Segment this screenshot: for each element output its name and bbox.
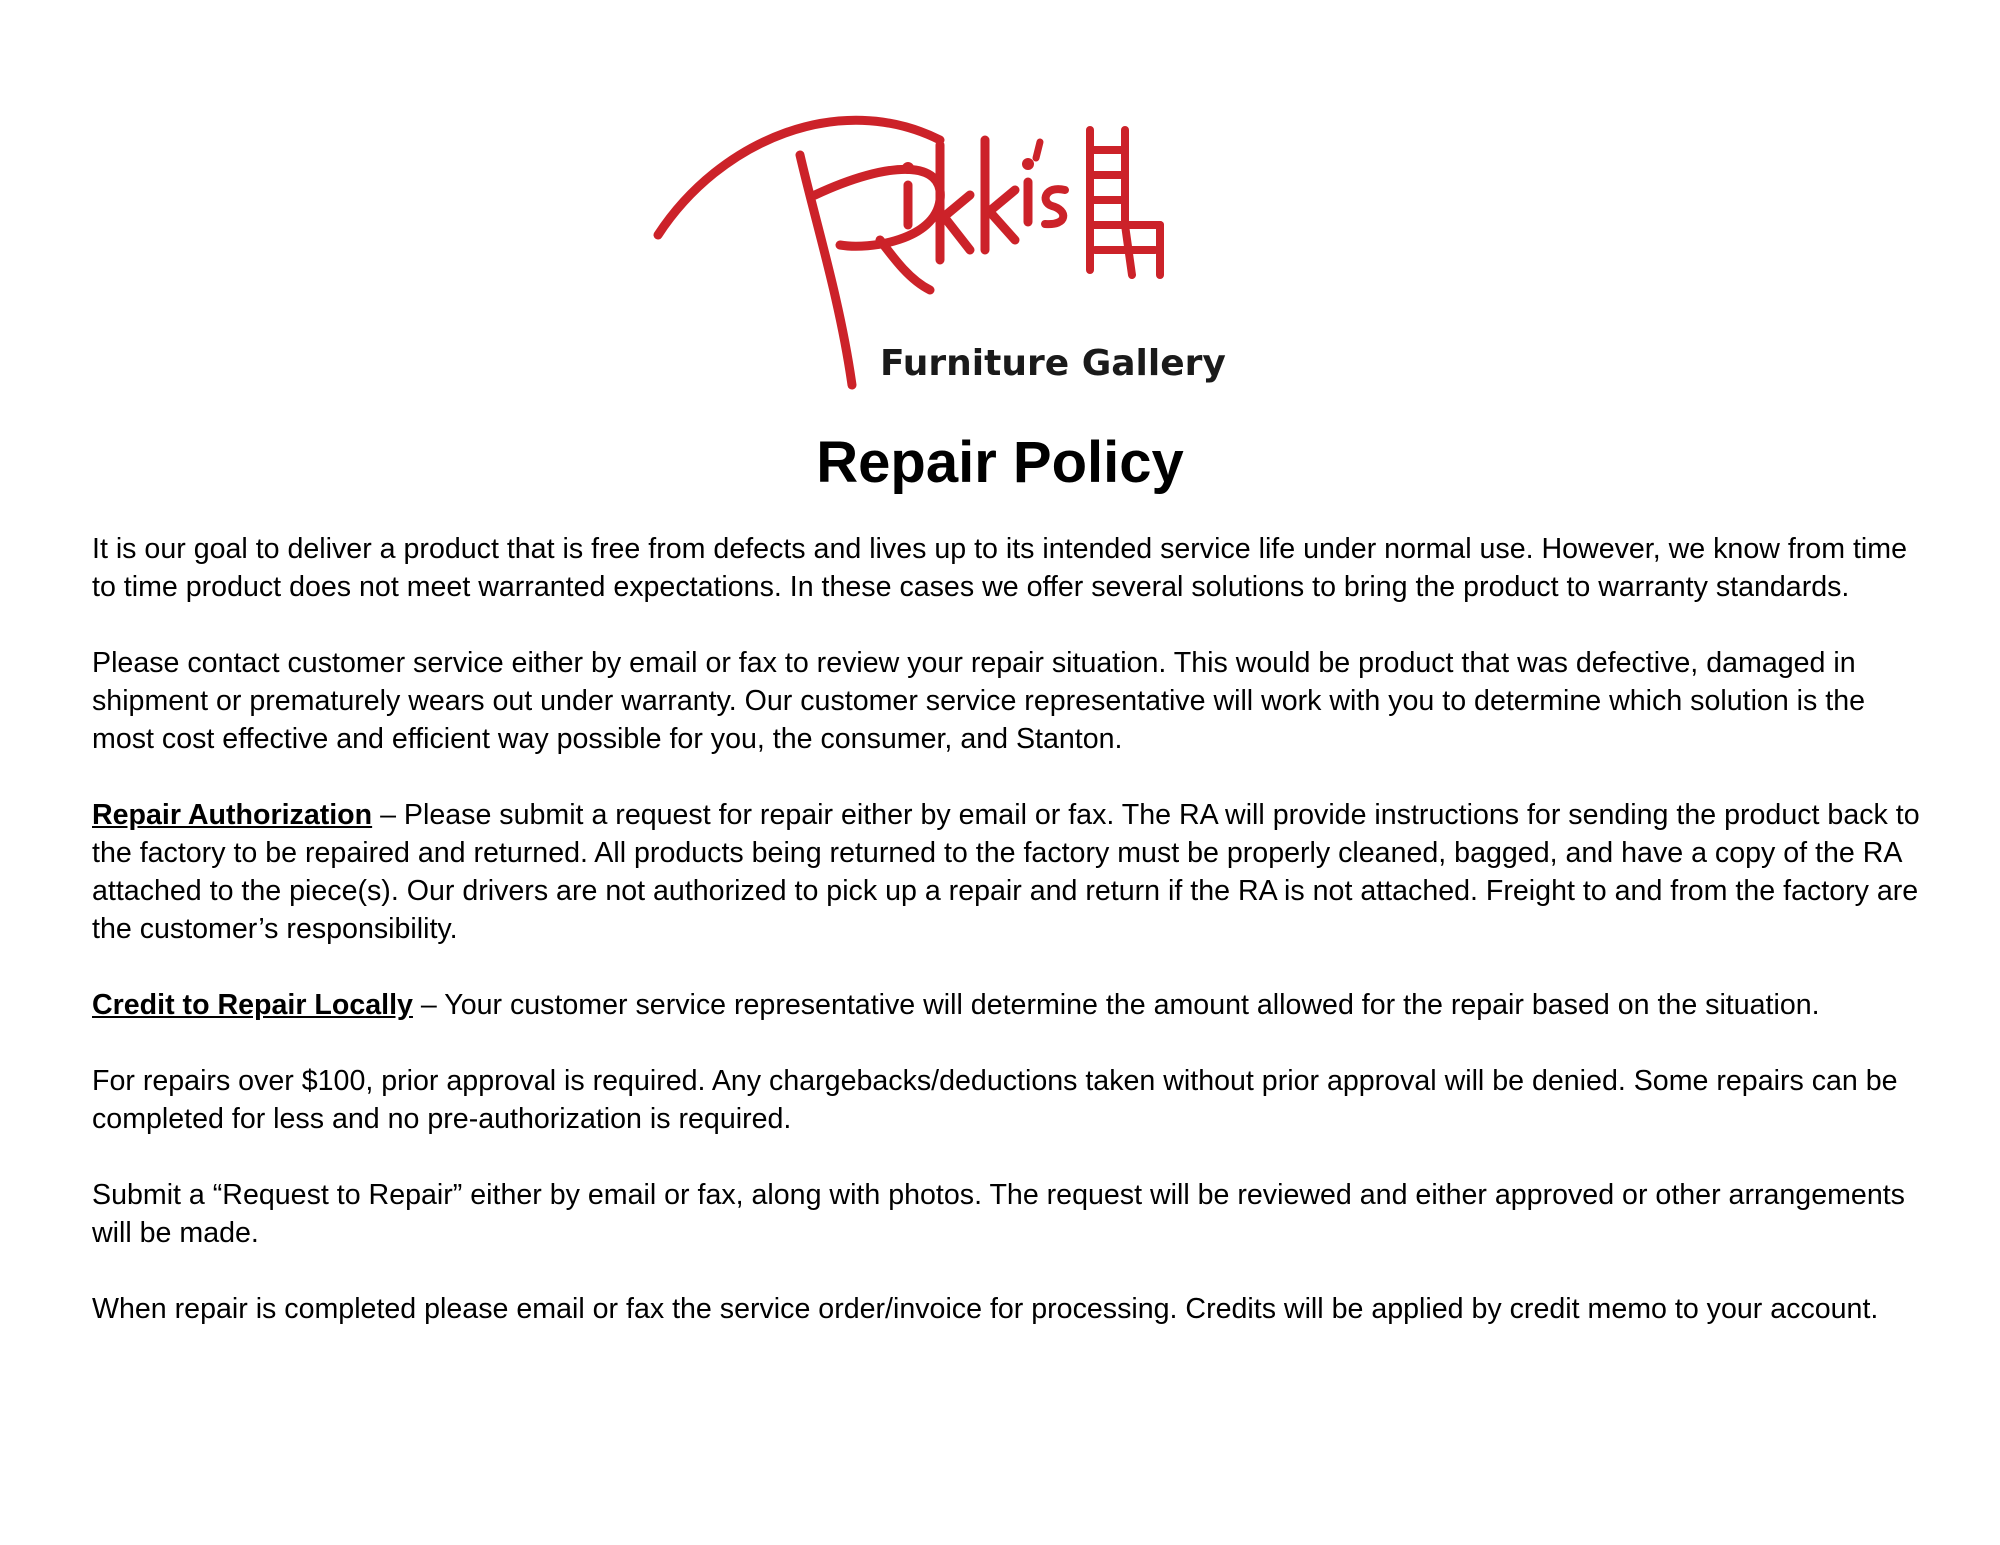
page-title: Repair Policy <box>816 430 1184 495</box>
completed-paragraph: When repair is completed please email or fax the service order/invoice for processing. Credits will be applied by credit memo to your account. <box>92 1293 1879 1325</box>
policy-body <box>92 530 1922 1366</box>
submit-request-paragraph: Submit a “Request to Repair” either by email or fax, along with photos. The request will be reviewed and either approved or other arrangements will be made. <box>92 1179 1905 1249</box>
contact-paragraph: Please contact customer service either by email or fax to review your repair situation. This would be product that was defective, damaged in shipment or prematurely wears out under warranty. Our customer service representative will work with you to determine which solution is the most cost effective and efficient way possible for you, the consumer, and Stanton. <box>92 647 1866 755</box>
credit-local-text: – Your customer service representative will determine the amount allowed for the repair based on the situation. <box>412 989 1820 1021</box>
repair-authorization-paragraph <box>92 796 1922 948</box>
rikkis-logo <box>640 100 1340 390</box>
credit-local-paragraph <box>92 986 1922 1024</box>
logo-subtitle: Furniture Gallery <box>880 343 1226 384</box>
repair-authorization-text: – Please submit a request for repair either by email or fax. The RA will provide instructions for sending the product back to the factory to be repaired and returned. All products being returned to the factory must be properly cleaned, bagged, and have a copy of the RA attached to the piece(s). Our drivers are not authorized to pick up a repair and return if the RA is not attached. Freight to and from the factory are the customer’s responsibility. <box>92 799 1920 945</box>
credit-local-term: Credit to Repair Locally <box>92 989 413 1021</box>
over-100-paragraph: For repairs over $100, prior approval is required. Any chargebacks/deductions taken without prior approval will be denied. Some repairs can be completed for less and no pre-authorization is required. <box>92 1065 1898 1135</box>
repair-authorization-term: Repair Authorization <box>92 799 373 831</box>
intro-paragraph: It is our goal to deliver a product that is free from defects and lives up to its intended service life under normal use. However, we know from time to time product does not meet warranted expectations. In these cases we offer several solutions to bring the product to warranty standards. <box>92 533 1907 603</box>
logo-graphic <box>640 100 1340 390</box>
